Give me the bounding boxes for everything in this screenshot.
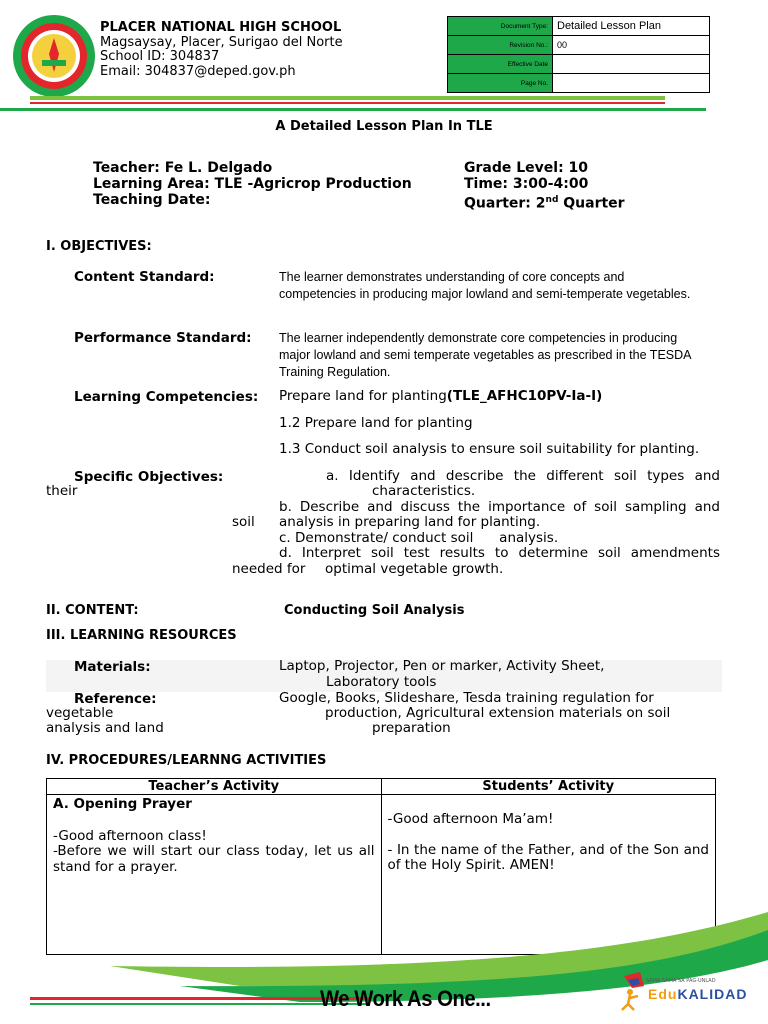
materials-label: Materials:: [74, 659, 151, 675]
competency-main: [279, 389, 602, 405]
reference-text: Google, Books, Slideshare, Tesda training regulation for: [279, 690, 654, 706]
objectives-heading: I. OBJECTIVES:: [46, 239, 152, 254]
reference-label: Reference:: [74, 691, 157, 707]
quarter-prefix: Quarter: 2: [464, 195, 546, 212]
specific-objective-c: c. Demonstrate/ conduct soil analysis.: [279, 530, 559, 546]
quarter-sup: nd: [545, 195, 559, 205]
header-divider-red: [30, 102, 665, 104]
doc-type-label: Document Type:: [448, 17, 553, 36]
teaching-date: Teaching Date:: [93, 192, 211, 208]
logo-kalidad: KALIDAD: [677, 986, 748, 1002]
opening-prayer-label: A. Opening Prayer: [53, 796, 192, 812]
competency-item: 1.2 Prepare land for planting: [279, 415, 473, 431]
teacher-activity-header: Teacher’s Activity: [47, 779, 382, 795]
content-heading: II. CONTENT:: [46, 603, 139, 618]
teacher-info: [93, 160, 412, 208]
school-seal-icon: [12, 14, 96, 98]
materials-text-cont: Laboratory tools: [326, 674, 437, 690]
performance-standard-label: Performance Standard:: [74, 330, 252, 346]
teacher-line: -Before we will start our class today, let us all stand for a prayer.: [53, 843, 375, 875]
document-title: A Detailed Lesson Plan In TLE: [275, 119, 493, 134]
specific-objective-b-cont: analysis in preparing land for planting.: [279, 514, 541, 530]
teacher-name: Teacher: Fe L. Delgado: [93, 160, 273, 176]
student-line: - In the name of the Father, and of the Son and of the Holy Spirit. AMEN!: [387, 841, 709, 873]
school-id: School ID: 304837: [100, 49, 220, 64]
reference-text-cont-2: preparation: [372, 720, 451, 736]
revision-value: 00: [553, 36, 710, 55]
effective-date-value: [553, 55, 710, 74]
logo-edu: Edu: [648, 986, 678, 1002]
table-row: [448, 55, 710, 74]
students-activity-header: Students’ Activity: [381, 779, 716, 795]
school-email: Email: 304837@deped.gov.ph: [100, 63, 296, 79]
specific-objectives-label: Specific Objectives:: [74, 469, 224, 485]
content-value: Conducting Soil Analysis: [284, 603, 465, 618]
school-address: Magsaysay, Placer, Surigao del Norte: [100, 34, 343, 50]
time: Time: 3:00-4:00: [464, 176, 589, 192]
footer-slogan: We Work As One...: [320, 986, 491, 1011]
specific-objective-b: b. Describe and discuss the importance of soil sampling and: [279, 499, 720, 515]
learning-area: Learning Area: TLE -Agricrop Production: [93, 176, 412, 192]
specific-objective-a-word: their: [46, 483, 78, 499]
header-divider-green: [30, 96, 665, 100]
page-no-label: Page No.: [448, 74, 553, 93]
specific-objective-a: a. Identify and describe the different soil types and: [326, 468, 720, 484]
quarter: [464, 192, 625, 212]
table-row: [448, 74, 710, 93]
doc-type-value: Detailed Lesson Plan: [553, 17, 710, 36]
table-row: [448, 17, 710, 36]
edukalidad-logo: [648, 986, 747, 1002]
running-figure-icon: [618, 970, 648, 1012]
school-info: [100, 21, 343, 79]
competency-text: Prepare land for planting: [279, 388, 447, 404]
teacher-line: -Good afternoon class!: [53, 827, 207, 844]
student-line: -Good afternoon Ma’am!: [387, 811, 554, 827]
grade-level: Grade Level: 10: [464, 160, 589, 176]
specific-objective-d-word: needed for: [232, 561, 306, 577]
specific-objective-a-cont: characteristics.: [372, 483, 476, 499]
school-name: PLACER NATIONAL HIGH SCHOOL: [100, 20, 342, 35]
edukalidad-tagline: SAMA SAMA SA PAG-UNLAD: [646, 978, 716, 984]
table-row: [47, 779, 716, 795]
content-standard-label: Content Standard:: [74, 269, 215, 285]
materials-text: Laptop, Projector, Pen or marker, Activity Sheet,: [279, 658, 605, 674]
procedures-heading: IV. PROCEDURES/LEARNNG ACTIVITIES: [46, 753, 327, 768]
revision-label: Revision No.:: [448, 36, 553, 55]
class-info: [464, 160, 625, 212]
competency-item: 1.3 Conduct soil analysis to ensure soil suitability for planting.: [279, 441, 700, 457]
reference-word: vegetable: [46, 705, 114, 721]
reference-text-cont: production, Agricultural extension materials on soil: [325, 705, 671, 721]
content-standard-text: The learner demonstrates understanding of core concepts and competencies in producing major lowland and semi-temperate vegetables.: [279, 270, 691, 301]
table-row: [448, 36, 710, 55]
performance-standard-text: The learner independently demonstrate core competencies in producing major lowland and semi temperate vegetables as prescribed in the TESDA Training Regulation.: [279, 331, 691, 379]
specific-objective-d: d. Interpret soil test results to determine soil amendments: [279, 545, 720, 561]
reference-word-2: analysis and land: [46, 720, 164, 736]
effective-date-label: Effective Date: [448, 55, 553, 74]
page-no-value: [553, 74, 710, 93]
resources-heading: III. LEARNING RESOURCES: [46, 628, 237, 643]
quarter-suffix: Quarter: [558, 195, 625, 212]
specific-objective-b-word: soil: [232, 514, 255, 530]
learning-competencies-label: Learning Competencies:: [74, 389, 259, 405]
competency-code: (TLE_AFHC10PV-Ia-I): [446, 388, 603, 404]
specific-objective-d-cont: optimal vegetable growth.: [325, 561, 504, 577]
header-divider-green-2: [0, 108, 706, 111]
document-info-table: [447, 16, 710, 93]
